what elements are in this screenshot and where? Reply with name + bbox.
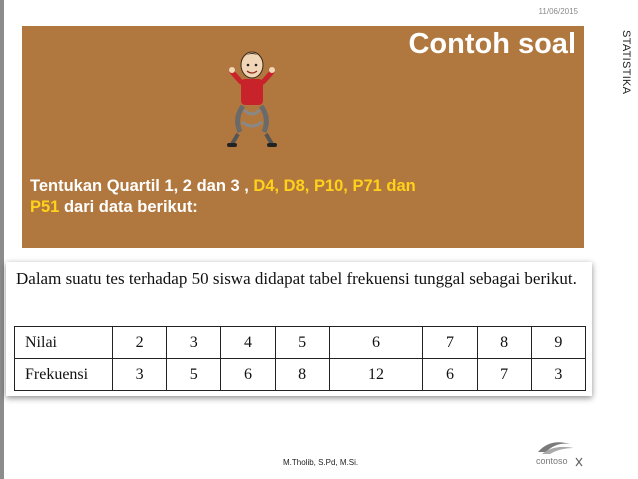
- table-row-frekuensi: [15, 359, 586, 391]
- frequency-table-wrap: [14, 326, 586, 388]
- table-cell: 3: [531, 359, 585, 391]
- table-row-nilai: [15, 327, 586, 359]
- table-cell: 5: [167, 359, 221, 391]
- table-cell: 9: [531, 327, 585, 359]
- logo-text: contoso: [536, 456, 568, 466]
- question-plain: Tentukan Quartil 1, 2 dan 3 ,: [30, 177, 254, 195]
- problem-card: [6, 262, 592, 396]
- slide-date: 11/06/2015: [538, 7, 578, 16]
- frequency-table: [14, 326, 586, 391]
- table-cell: 7: [477, 359, 531, 391]
- table-cell: 8: [275, 359, 329, 391]
- table-cell: 6: [423, 359, 477, 391]
- table-cell: 3: [113, 359, 167, 391]
- question-text: [30, 176, 560, 218]
- contoso-logo: [530, 436, 586, 470]
- side-topic-label: STATISTIKA: [620, 30, 632, 95]
- problem-text: Dalam suatu tes terhadap 50 siswa didapat tabel frekuensi tunggal sebagai berikut.: [16, 269, 577, 288]
- question-highlight-2: P51: [30, 198, 60, 216]
- table-cell: 6: [221, 359, 275, 391]
- table-cell: 2: [113, 327, 167, 359]
- cartoon-figure: [226, 48, 278, 158]
- table-cell: 5: [275, 327, 329, 359]
- title-panel: [22, 26, 584, 248]
- row-label: Nilai: [15, 327, 113, 359]
- footer-author: M.Tholib, S.Pd, M.Si.: [283, 458, 359, 467]
- table-cell: 4: [221, 327, 275, 359]
- question-highlight: D4, D8, P10, P71 dan: [253, 177, 416, 195]
- left-border: [0, 0, 4, 479]
- table-cell: 3: [167, 327, 221, 359]
- row-label: Frekuensi: [15, 359, 113, 391]
- table-cell: 7: [423, 327, 477, 359]
- table-cell: 6: [329, 327, 423, 359]
- table-cell: 12: [329, 359, 423, 391]
- slide-title: Contoh soal: [408, 28, 576, 60]
- question-tail: dari data berikut:: [59, 198, 198, 216]
- table-cell: 8: [477, 327, 531, 359]
